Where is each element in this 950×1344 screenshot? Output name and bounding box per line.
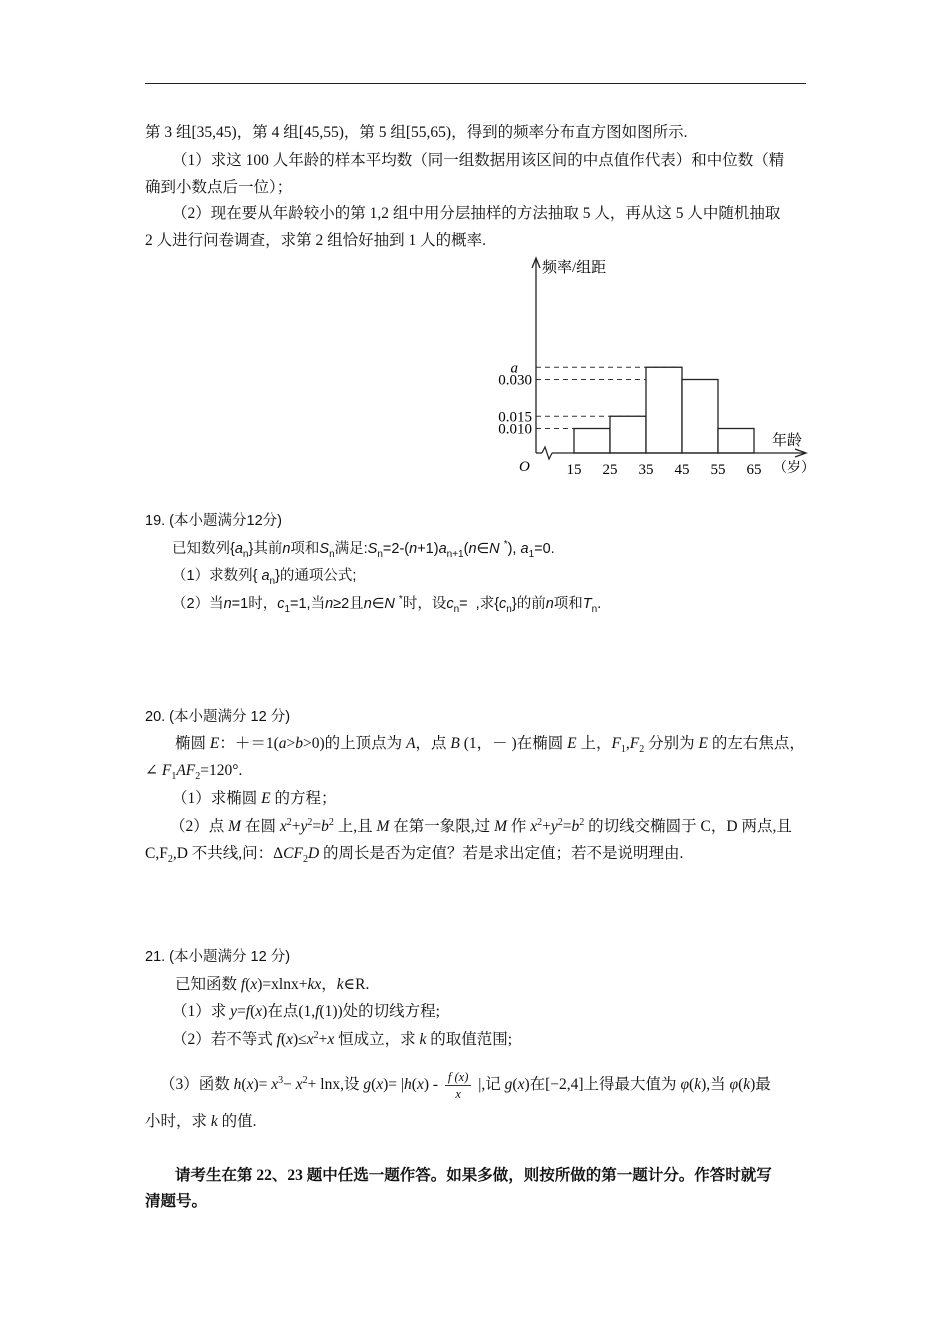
q21-stem: 已知函数 f(x)=xlnx+kx，k∈R. xyxy=(175,976,370,993)
x-tick-label: 65 xyxy=(746,462,762,478)
x-tick-label: 35 xyxy=(638,462,654,478)
q21-part2: （2）若不等式 $f(x)\le x^2+x$ 恒成立，求 k 的取值范围; xyxy=(172,1029,513,1048)
fraction-f-over-x xyxy=(445,1069,471,1102)
q20-stem-a: 椭圆 E：＋＝1(a>b>0)的上顶点为 A，点 B (1，－ )在椭圆 E 上，$F_1,F_2$ 分别为 E 的左右焦点， xyxy=(175,735,805,756)
frequency-histogram xyxy=(480,252,820,482)
x-tick-label: 55 xyxy=(710,462,726,478)
histogram-bar xyxy=(646,367,682,453)
origin-label: O xyxy=(519,459,530,475)
q18-line1: 第 3 组[35,45)，第 4 组[45,55)，第 5 组[55,65)，得到的频率分布直方图如图所示. xyxy=(145,124,688,141)
x-tick-label: 45 xyxy=(674,462,690,478)
q19-part2: （2）当n=1时，$c_1=1$,当n≥2且n∈N *时，设$c_n=$ ,求$\{c_n\}$的前n项和$T_n$. xyxy=(172,594,602,615)
q18-part2-a: （2）现在要从年龄较小的第 1,2 组中用分层抽样的方法抽取 5 人，再从这 5 人中随机抽取 xyxy=(172,205,781,222)
histogram-bar xyxy=(574,429,610,454)
y-axis-label: 频率/组距 xyxy=(542,260,607,276)
q20-part2-b: $C,F_2,D$ 不共线,问：$\Delta CF_2D$ 的周长是否为定值？若是求出定值；若不是说明理由. xyxy=(145,845,684,866)
histogram-bar xyxy=(718,429,754,454)
q20-part2-a: （2）点 M 在圆 $x^2+y^2=b^2$ 上,且 M 在第一象限,过 M 作 $x^2+y^2=b^2$ 的切线交椭圆于 C，D 两点,且 xyxy=(170,816,792,835)
q21-header: 21. (本小题满分 12 分) xyxy=(145,949,291,965)
q20-stem-b: ∠ $F_1AF_2=120^\circ$. xyxy=(145,762,243,783)
x-tick-label: 25 xyxy=(602,462,618,478)
fraction-numerator: f (x) xyxy=(445,1069,471,1086)
q21-part3-c: 小时，求 k 的值. xyxy=(145,1113,257,1130)
y-tick-label: 0.030 xyxy=(498,372,532,389)
q19-stem: 已知数列$\{a_n\}$其前n项和$S_n$满足$:S_n=2-(n+1)a_{n+1}(n\in N$ *), $a_1=0$. xyxy=(172,539,555,560)
q19-header: 19. (本小题满分12分) xyxy=(145,513,282,529)
notice-line1: 请考生在第 22、23 题中任选一题作答。如果多做，则按所做的第一题计分。作答时就写 xyxy=(175,1167,772,1184)
q19-part1: （1）求数列{ $a_n$}的通项公式; xyxy=(172,568,357,587)
histogram-bar xyxy=(610,416,646,453)
y-tick-label: 0.015 xyxy=(498,409,532,426)
q21-part3-a: （3）函数 $h(x)= x^3- x^2+ \ln x$,设 g(x)= |h(x) - $\frac{f (x)}{x}$ |,记 g(x)在[−2,4]上得最大值为 φ(k),当 φ(k)最 xyxy=(160,1070,771,1101)
fraction-denominator: x xyxy=(455,1087,461,1101)
header-rule xyxy=(145,83,806,84)
y-tick-label: 0.010 xyxy=(498,421,532,438)
q18-part2-b: 2 人进行问卷调查，求第 2 组恰好抽到 1 人的概率. xyxy=(145,232,487,249)
q20-part1: （1）求椭圆 E 的方程； xyxy=(172,790,337,807)
x-unit-label: （岁） xyxy=(773,461,815,476)
x-axis-break-mark xyxy=(542,447,552,459)
x-axis-label: 年龄 xyxy=(772,433,803,449)
notice-line2: 清题号。 xyxy=(145,1193,208,1210)
q21-part1: （1）求 y=f(x)在点(1,f(1))处的切线方程; xyxy=(172,1003,440,1020)
histogram-bar xyxy=(682,380,718,454)
q18-part1-a: （1）求这 100 人年龄的样本平均数（同一组数据用该区间的中点值作代表）和中位数（精 xyxy=(172,152,785,169)
x-tick-label: 15 xyxy=(566,462,582,478)
y-tick-label: a xyxy=(510,360,518,377)
q20-header: 20. (本小题满分 12 分) xyxy=(145,709,291,725)
q18-part1-b: 确到小数点后一位）； xyxy=(145,179,293,196)
